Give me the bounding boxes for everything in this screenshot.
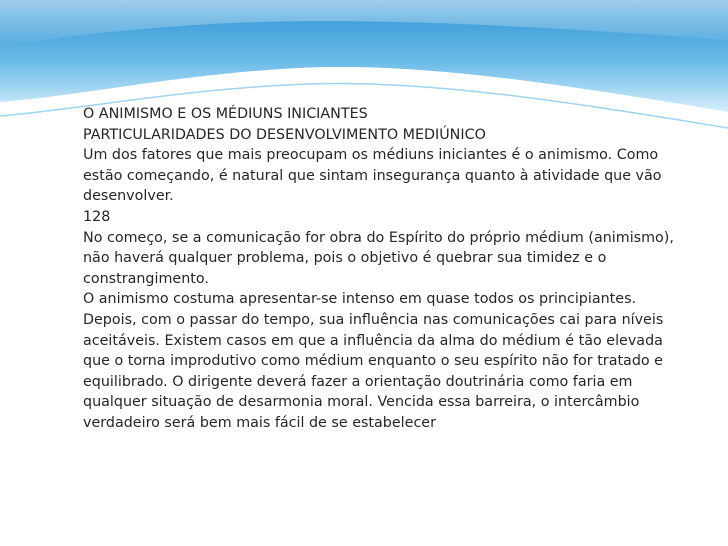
- slide-title-line-1: O ANIMISMO E OS MÉDIUNS INICIANTES: [83, 106, 368, 122]
- paragraph-animism: O animismo costuma apresentar-se intenso em quase todos os principiantes. Depois, com o passar do tempo, sua influência nas comunicações cai para níveis aceitáveis. Existem casos em que a influência da alma do médium é tão elevada que o torna improdutivo como médium enquanto o seu espírito não for tratado e equilibrado. O dirigente deverá fazer a orientação doutrinária como faria em qualquer situação de desarmonia moral. Vencida essa barreira, o intercâmbio verdadeiro será bem mais fácil de se estabelecer: [83, 291, 664, 431]
- paragraph-beginning: No começo, se a comunicação for obra do Espírito do próprio médium (animismo), não haverá qualquer problema, pois o objetivo é quebrar sua timidez e o constrangimento.: [83, 229, 674, 287]
- page-number: 128: [83, 208, 111, 225]
- slide-body-text: [83, 104, 683, 434]
- paragraph-intro: Um dos fatores que mais preocupam os médiuns iniciantes é o animismo. Como estão começando, é natural que sintam insegurança quanto à atividade que vão desenvolver.: [83, 147, 662, 205]
- slide-title-line-2: PARTICULARIDADES DO DESENVOLVIMENTO MEDIÚNICO: [83, 126, 486, 143]
